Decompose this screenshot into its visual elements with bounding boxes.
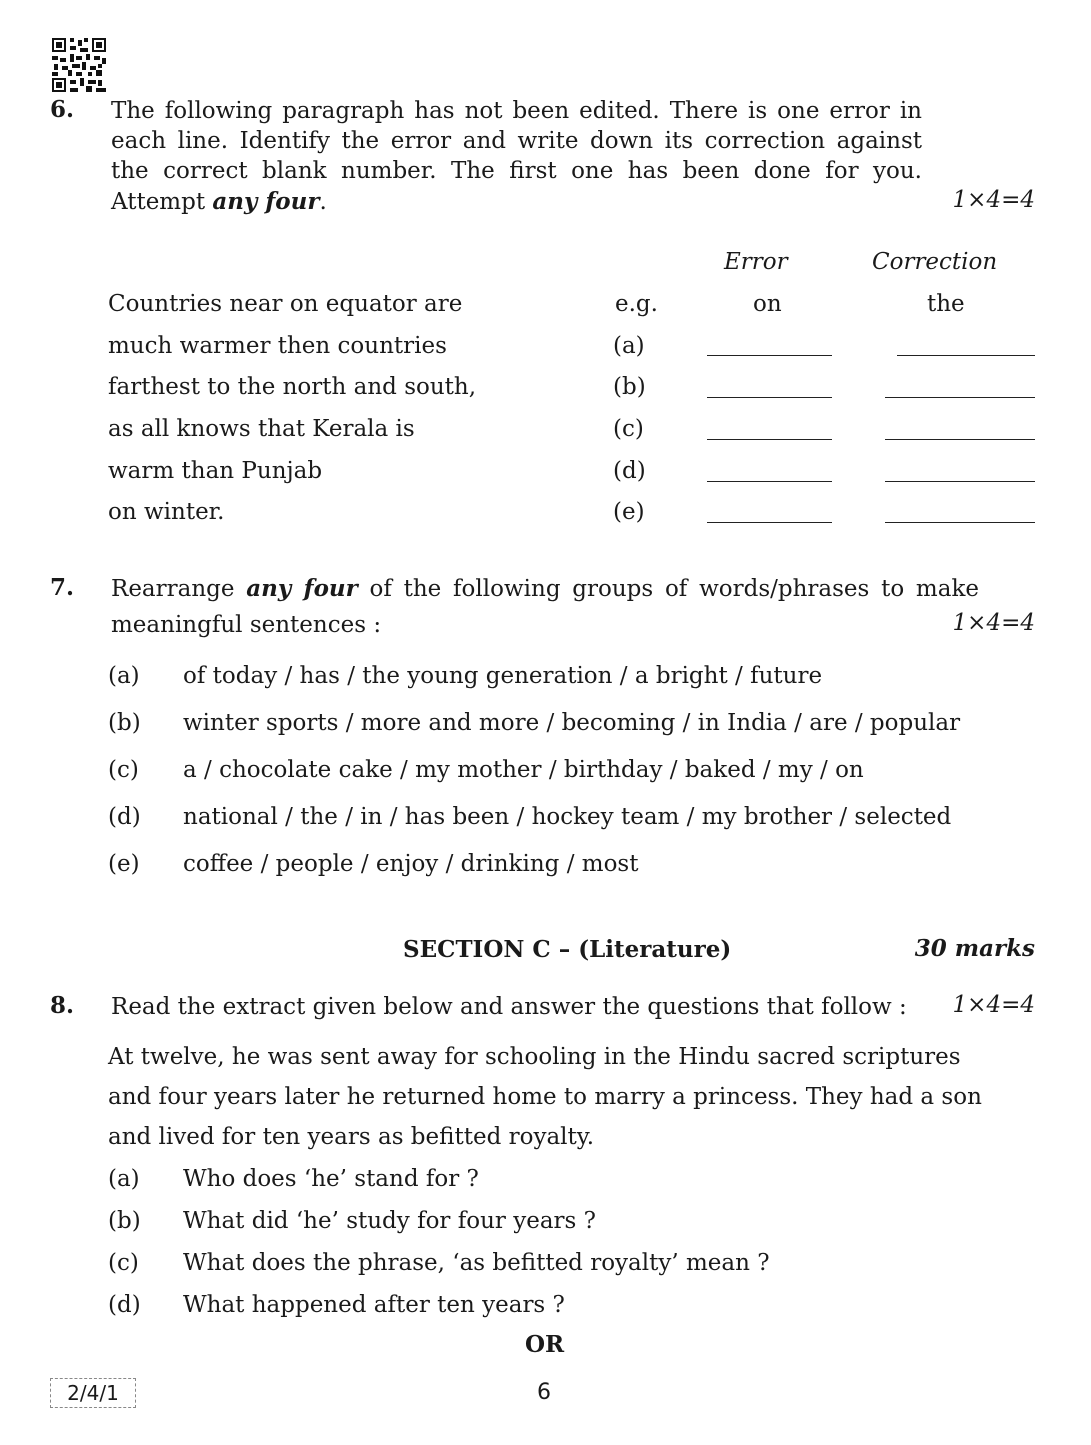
paragraph-line: warm than Punjab [108,458,323,484]
error-blank[interactable] [707,355,832,356]
jumbled-sentence: a / chocolate cake / my mother / birthday / baked / my / on [183,757,864,783]
q6-marks: 1×4=4 [952,187,1035,213]
paragraph-line: Countries near on equator are [108,291,463,317]
example-correction: the [927,291,965,317]
paragraph-line: on winter. [108,499,225,525]
error-blank[interactable] [707,439,832,440]
jumbled-sentence: of today / has / the young generation / a bright / future [183,663,823,689]
or-separator: OR [525,1331,565,1358]
section-heading: SECTION C – (Literature) [403,936,732,963]
row-label: (d) [613,458,646,484]
q6-attempt-text: Attempt [111,189,213,215]
q7-any-four-emphasis: any four [246,575,358,602]
paragraph-line: farthest to the north and south, [108,374,477,400]
jumbled-sentence: national / the / in / has been / hockey team / my brother / selected [183,804,952,830]
correction-blank[interactable] [897,355,1035,356]
q8-marks: 1×4=4 [952,992,1035,1018]
q6-instruction-line: The following paragraph has not been edited. There is one error in [111,98,922,124]
q6-any-four-emphasis: any four [212,188,320,215]
q6-instruction-line [111,187,327,217]
sub-question: What did ‘he’ study for four years ? [183,1208,596,1234]
q6-attempt-suffix: . [319,189,327,215]
column-header-correction: Correction [872,249,998,275]
q8-instruction: Read the extract given below and answer the questions that follow : [111,994,907,1020]
q7-marks: 1×4=4 [952,610,1035,636]
error-blank[interactable] [707,397,832,398]
correction-blank[interactable] [885,397,1035,398]
column-header-error: Error [724,249,788,275]
paper-code-box: 2/4/1 [50,1378,136,1408]
sub-question: What does the phrase, ‘as befitted royalty’ mean ? [183,1250,770,1276]
extract-line: and four years later he returned home to marry a princess. They had a son [108,1084,982,1110]
item-label: (b) [108,1208,141,1234]
error-blank[interactable] [707,481,832,482]
item-label: (c) [108,1250,139,1276]
row-label: (b) [613,374,646,400]
extract-line: At twelve, he was sent away for schooling in the Hindu sacred scriptures [108,1044,961,1070]
sub-question: What happened after ten years ? [183,1292,565,1318]
q7-rearrange-text: Rearrange [111,576,247,602]
row-label: (c) [613,416,644,442]
correction-blank[interactable] [885,522,1035,523]
correction-blank[interactable] [885,481,1035,482]
error-blank[interactable] [707,522,832,523]
example-error: on [753,291,782,317]
section-marks: 30 marks [914,935,1035,962]
q7-instruction-line [111,574,979,604]
q7-instruction-rest: of the following groups of words/phrases to make [357,576,979,602]
page-number: 6 [537,1380,551,1405]
item-label: (d) [108,1292,141,1318]
question-number: 6. [50,96,75,123]
item-label: (b) [108,710,141,736]
paragraph-line: as all knows that Kerala is [108,416,415,442]
question-number: 8. [50,992,75,1019]
item-label: (c) [108,757,139,783]
item-label: (d) [108,804,141,830]
q6-instruction-line: the correct blank number. The first one has been done for you. [111,158,922,184]
item-label: (e) [108,851,140,877]
question-number: 7. [50,574,75,601]
row-label: (e) [613,499,645,525]
q6-instruction-line: each line. Identify the error and write down its correction against [111,128,922,154]
paragraph-line: much warmer then countries [108,333,447,359]
jumbled-sentence: winter sports / more and more / becoming / in India / are / popular [183,710,961,736]
extract-line: and lived for ten years as befitted royalty. [108,1124,595,1150]
qr-code-icon [52,38,106,92]
correction-blank[interactable] [885,439,1035,440]
row-label: e.g. [615,291,658,317]
q7-instruction-line: meaningful sentences : [111,612,382,638]
sub-question: Who does ‘he’ stand for ? [183,1166,479,1192]
item-label: (a) [108,663,140,689]
row-label: (a) [613,333,645,359]
jumbled-sentence: coffee / people / enjoy / drinking / most [183,851,639,877]
item-label: (a) [108,1166,140,1192]
